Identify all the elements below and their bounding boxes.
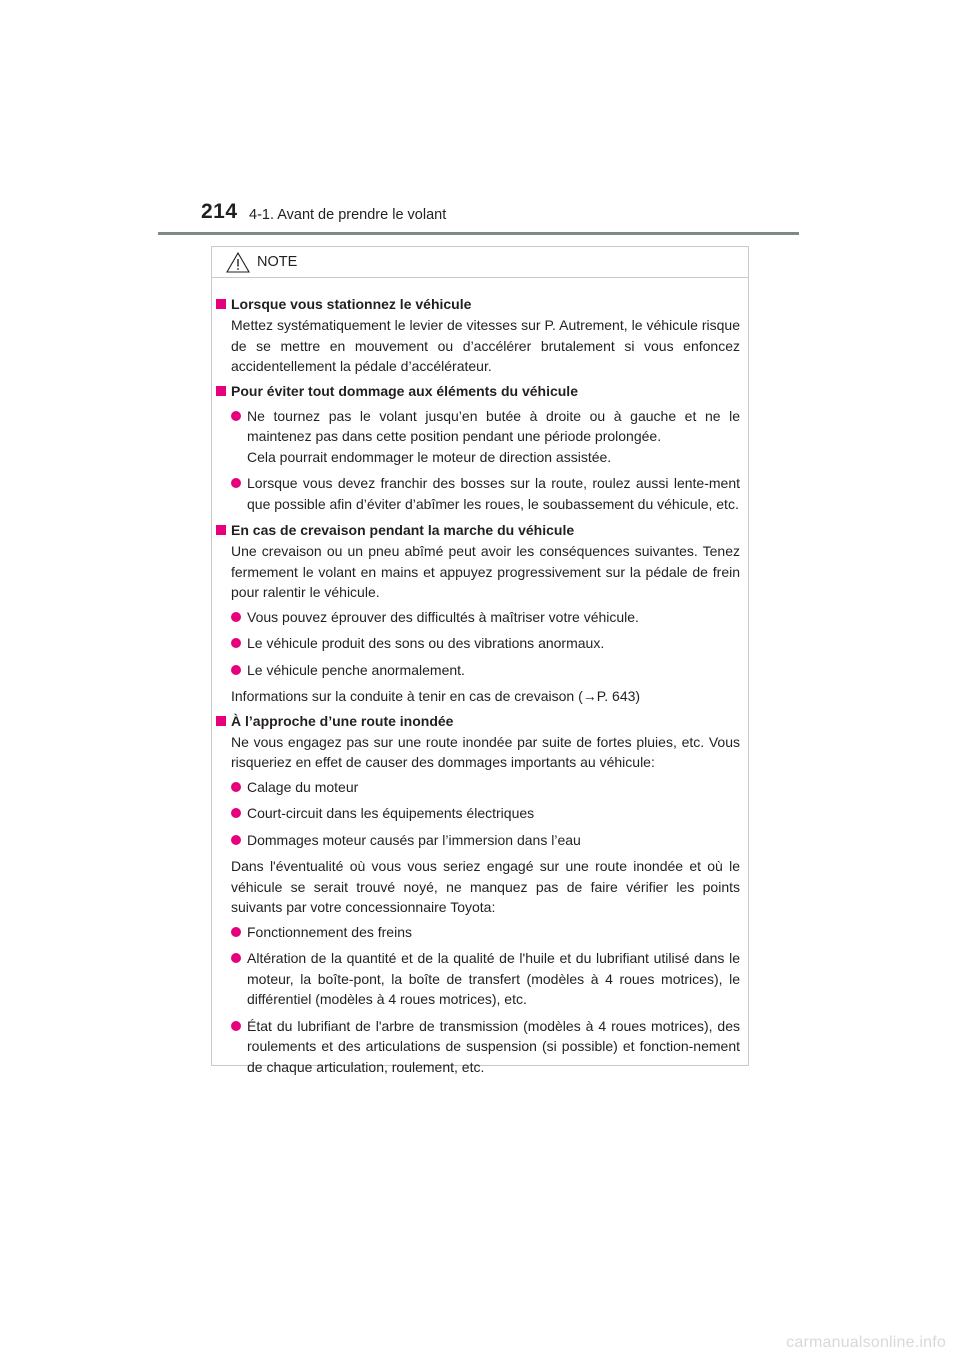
section-heading: Pour éviter tout dommage aux éléments du véhicule <box>216 381 740 402</box>
paragraph: Informations sur la conduite à tenir en cas de crevaison (→P. 643) <box>231 688 641 704</box>
bullet-item: Lorsque vous devez franchir des bosses sur la route, roulez aussi lente-ment que possible afin d’éviter d’abîmer les roues, le soubassement du véhicule, etc. <box>216 473 740 514</box>
bullet-item: Dommages moteur causés par l’immersion dans l’eau <box>216 830 740 851</box>
bullet-item: Ne tournez pas le volant jusqu’en butée à droite ou à gauche et ne le maintenez pas dans cette position pendant une période prolongée. Cela pourrait endommager le moteur de direction assistée. <box>216 406 740 468</box>
bullet-item: Fonctionnement des freins <box>216 922 740 943</box>
warning-triangle-icon <box>226 252 250 273</box>
circle-bullet-icon <box>231 1021 241 1031</box>
note-body <box>212 278 748 1077</box>
page-header <box>0 0 960 240</box>
section-heading: À l’approche d’une route inondée <box>216 711 740 732</box>
section-title: 4-1. Avant de prendre le volant <box>249 207 447 223</box>
square-bullet-icon <box>216 525 226 535</box>
square-bullet-icon <box>216 299 226 309</box>
bullet-item: Le véhicule produit des sons ou des vibrations anormaux. <box>216 633 740 654</box>
circle-bullet-icon <box>231 808 241 818</box>
circle-bullet-icon <box>231 638 241 648</box>
circle-bullet-icon <box>231 665 241 675</box>
section-heading: En cas de crevaison pendant la marche du véhicule <box>216 520 740 541</box>
section-heading: Lorsque vous stationnez le véhicule <box>216 294 740 315</box>
circle-bullet-icon <box>231 953 241 963</box>
paragraph: Dans l'éventualité où vous vous seriez engagé sur une route inondée et où le véhicule se serait trouvé noyé, ne manquez pas de faire vérifier les points suivants par votre concessionnaire Toyota: <box>231 858 740 915</box>
circle-bullet-icon <box>231 612 241 622</box>
circle-bullet-icon <box>231 478 241 488</box>
watermark: carmanualsonline.info <box>786 1334 946 1351</box>
circle-bullet-icon <box>231 782 241 792</box>
circle-bullet-icon <box>231 927 241 937</box>
bullet-item: Vous pouvez éprouver des difficultés à maîtriser votre véhicule. <box>216 607 740 628</box>
bullet-item: Le véhicule penche anormalement. <box>216 660 740 681</box>
paragraph: Mettez systématiquement le levier de vitesses sur P. Autrement, le véhicule risque de se mettre en mouvement ou d’accélérer brutalement si vous enfoncez accidentellement la pédale d’accélérateur. <box>231 317 740 374</box>
square-bullet-icon <box>216 716 226 726</box>
circle-bullet-icon <box>231 411 241 421</box>
bullet-item: Court-circuit dans les équipements électriques <box>216 803 740 824</box>
note-header <box>212 247 748 278</box>
paragraph: Une crevaison ou un pneu abîmé peut avoir les conséquences suivantes. Tenez fermement le volant en mains et appuyez progressivement sur la pédale de frein pour ralentir le véhicule. <box>231 543 740 600</box>
page-number: 214 <box>201 200 238 223</box>
note-box <box>211 246 749 1075</box>
bullet-item: Altération de la quantité et de la qualité de l'huile et du lubrifiant utilisé dans le moteur, la boîte-pont, la boîte de transfert (modèles à 4 roues motrices), le différentiel (modèles à 4 roues motrices), etc. <box>216 948 740 1010</box>
bullet-item: Calage du moteur <box>216 777 740 798</box>
square-bullet-icon <box>216 386 226 396</box>
circle-bullet-icon <box>231 835 241 845</box>
header-rule <box>158 232 799 235</box>
bullet-item: État du lubrifiant de l'arbre de transmission (modèles à 4 roues motrices), des roulements et des articulations de suspension (si possible) et fonction-nement de chaque articulation, roulement, etc. <box>216 1016 740 1078</box>
note-label: NOTE <box>257 254 298 270</box>
paragraph: Ne vous engagez pas sur une route inondée par suite de fortes pluies, etc. Vous risqueriez en effet de causer des dommages importants au véhicule: <box>231 733 740 770</box>
